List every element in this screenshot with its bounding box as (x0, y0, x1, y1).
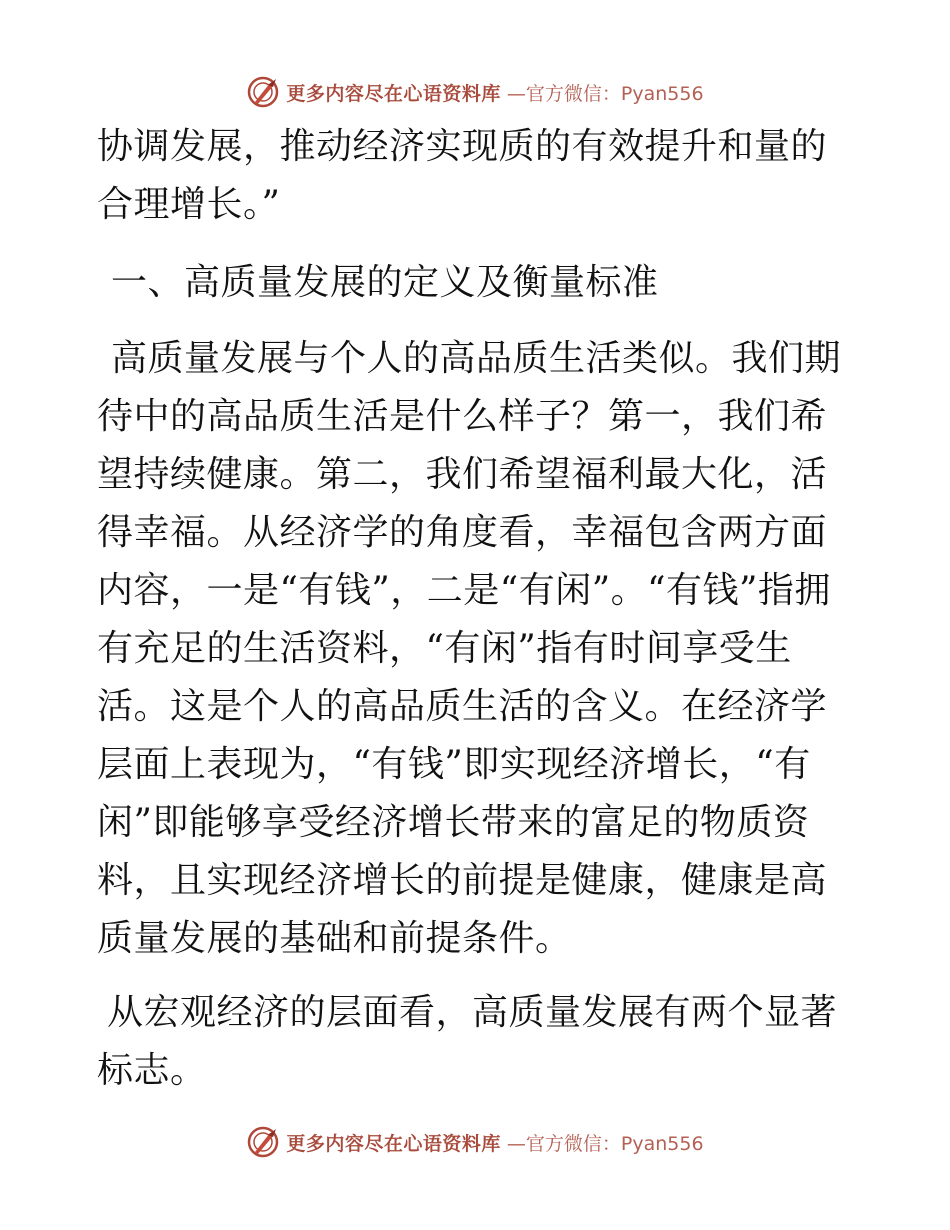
quill-pen-seal-icon (246, 1125, 280, 1159)
watermark-contact-text: —官方微信：Pyan556 (506, 1132, 704, 1155)
footer-watermark (0, 1122, 950, 1162)
quill-pen-seal-icon (246, 75, 280, 109)
watermark-brand-text: 更多内容尽在心语资料库 (286, 1132, 501, 1155)
document-body (97, 118, 857, 1100)
header-watermark (0, 72, 950, 112)
watermark-contact-text: —官方微信：Pyan556 (506, 82, 704, 105)
paragraph-definition: 高质量发展与个人的高品质生活类似。我们期待中的高品质生活是什么样子？第一，我们希望持续健康。第二，我们希望福利最大化，活得幸福。从经济学的角度看，幸福包含两方面内容，一是“有钱”，二是“有闲”。“有钱”指拥有充足的生活资料，“有闲”指有时间享受生活。这是个人的高品质生活的含义。在经济学层面上表现为，“有钱”即实现经济增长，“有闲”即能够享受经济增长带来的富足的物质资料，且实现经济增长的前提是健康，健康是高质量发展的基础和前提条件。 (97, 338, 842, 959)
section-heading: 一、高质量发展的定义及衡量标准 (111, 262, 659, 303)
paragraph-macro: 从宏观经济的层面看，高质量发展有两个显著标志。 (97, 992, 838, 1091)
paragraph-continuation: 协调发展，推动经济实现质的有效提升和量的合理增长。” (97, 126, 828, 225)
watermark-brand-text: 更多内容尽在心语资料库 (286, 82, 501, 105)
